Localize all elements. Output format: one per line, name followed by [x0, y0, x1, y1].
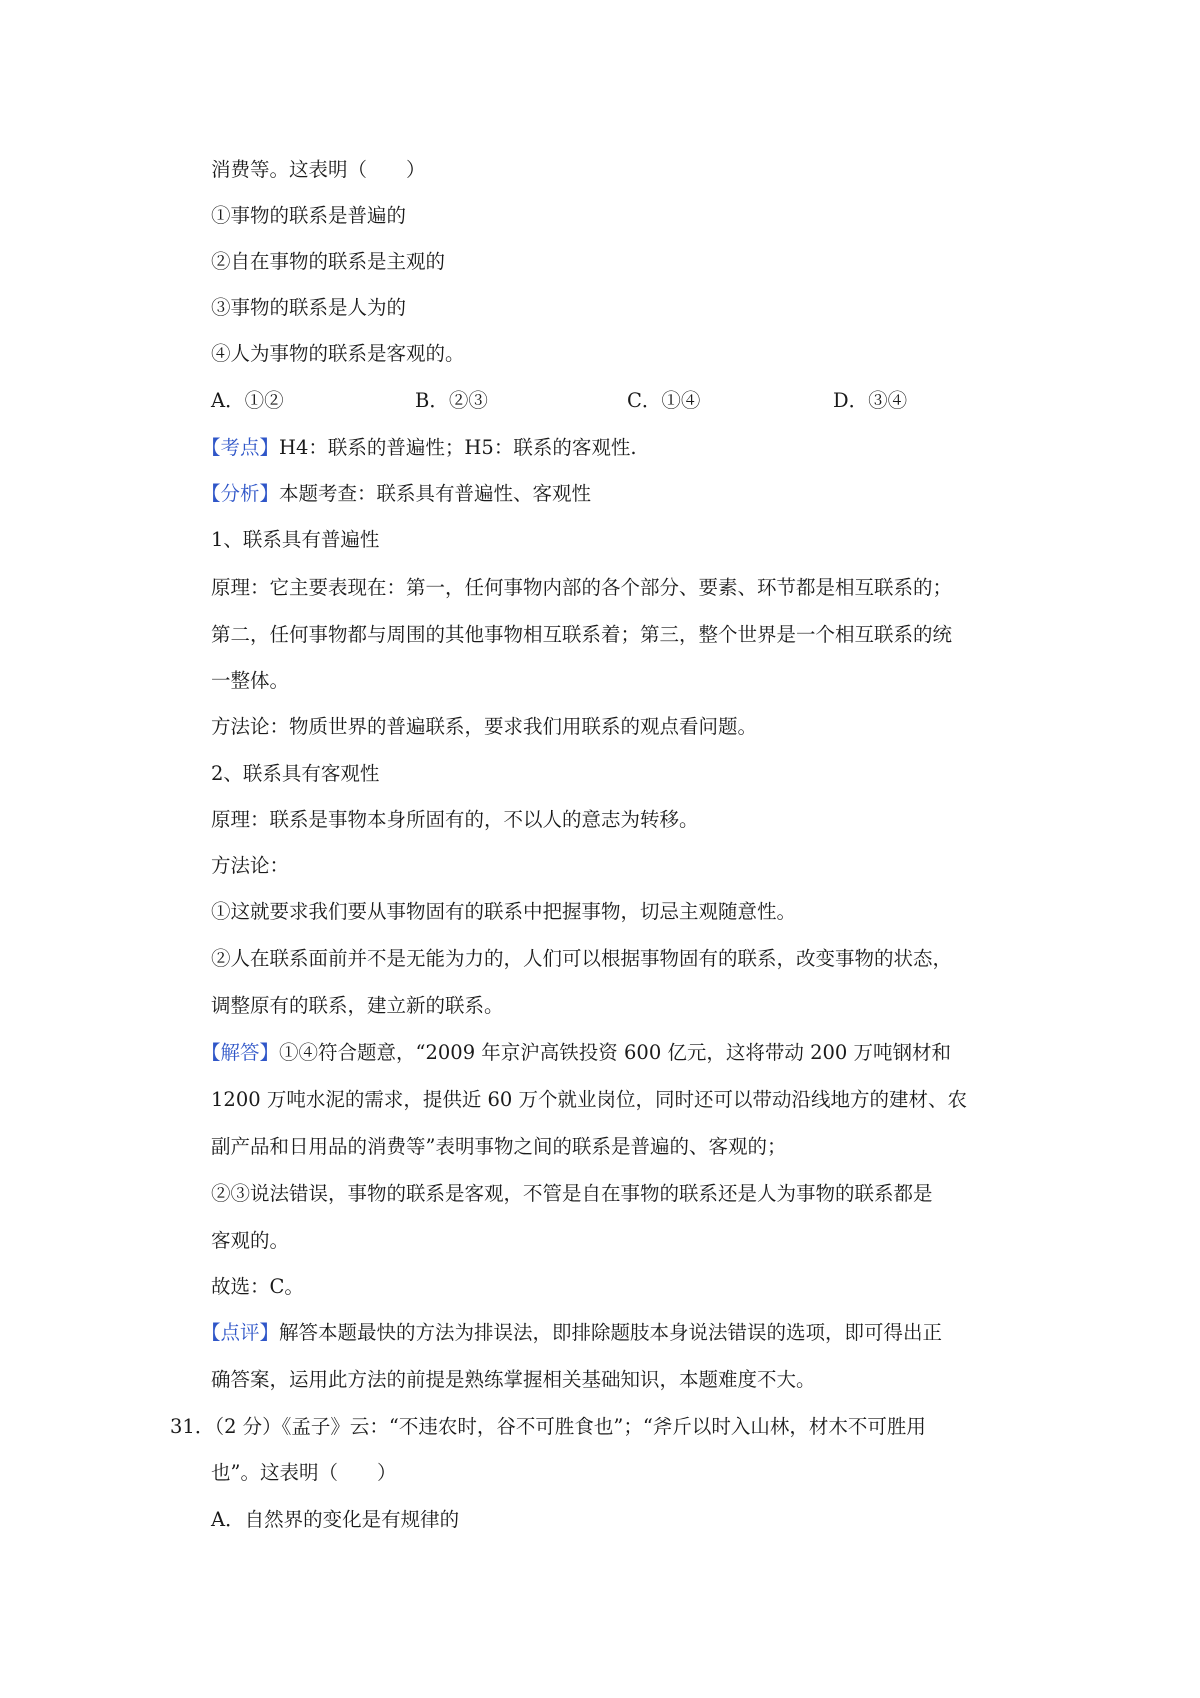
fenxi-principle-1c: 一整体。: [211, 669, 290, 692]
option-a: A．①②: [211, 389, 284, 412]
question-31-line: [170, 1413, 1040, 1441]
jieda-line-3: 副产品和日用品的消费等”表明事物之间的联系是普遍的、客观的；: [211, 1135, 787, 1158]
fenxi-method-1: 方法论：物质世界的普遍联系，要求我们用联系的观点看问题。: [211, 715, 758, 738]
kaodian-line: [201, 434, 1031, 462]
dianping-text: 解答本题最快的方法为排误法，即排除题肢本身说法错误的选项，即可得出正: [279, 1321, 943, 1344]
jieda-line: [201, 1039, 1031, 1067]
kaodian-tag: 【考点】: [201, 436, 280, 459]
fenxi-point-2: 2、联系具有客观性: [211, 762, 380, 785]
fenxi-principle-2: 原理：联系是事物本身所固有的，不以人的意志为转移。: [211, 808, 699, 831]
question-31-line-2: 也”。这表明（ ）: [211, 1461, 397, 1484]
fenxi-text: 本题考查：联系具有普遍性、客观性: [279, 482, 592, 505]
jieda-line-2: 1200 万吨水泥的需求，提供近 60 万个就业岗位，同时还可以带动沿线地方的建材、农: [211, 1088, 968, 1111]
jieda-line-5: 客观的。: [211, 1229, 290, 1252]
jieda-text: ①④符合题意，“2009 年京沪高铁投资 600 亿元，这将带动 200 万吨钢材和: [279, 1041, 952, 1064]
dianping-line-2: 确答案，运用此方法的前提是熟练掌握相关基础知识，本题难度不大。: [211, 1368, 816, 1391]
question-stem-end: 消费等。这表明（ ）: [211, 158, 426, 181]
option-d: D．③④: [833, 389, 908, 412]
statement-3: ③事物的联系是人为的: [211, 296, 407, 319]
fenxi-point-1: 1、联系具有普遍性: [211, 528, 380, 551]
jieda-tag: 【解答】: [201, 1041, 280, 1064]
fenxi-principle-1a: 原理：它主要表现在：第一，任何事物内部的各个部分、要素、环节都是相互联系的；: [211, 576, 953, 599]
jieda-line-4: ②③说法错误，事物的联系是客观，不管是自在事物的联系还是人为事物的联系都是: [211, 1182, 933, 1205]
fenxi-method-2-label: 方法论：: [211, 854, 290, 877]
kaodian-text: H4：联系的普遍性；H5：联系的客观性.: [279, 436, 637, 459]
option-b: B．②③: [415, 389, 488, 412]
fenxi-method-2-item-1: ①这就要求我们要从事物固有的联系中把握事物，切忌主观随意性。: [211, 900, 797, 923]
dianping-tag: 【点评】: [201, 1321, 280, 1344]
option-c: C．①④: [627, 389, 701, 412]
statement-4: ④人为事物的联系是客观的。: [211, 342, 465, 365]
fenxi-method-2-item-2b: 调整原有的联系，建立新的联系。: [211, 994, 504, 1017]
fenxi-tag: 【分析】: [201, 482, 280, 505]
question-31-number: 31．: [170, 1415, 215, 1438]
question-31-option-a: A．自然界的变化是有规律的: [211, 1508, 460, 1531]
jieda-answer: 故选：C。: [211, 1275, 304, 1298]
fenxi-method-2-item-2a: ②人在联系面前并不是无能为力的，人们可以根据事物固有的联系，改变事物的状态，: [211, 947, 953, 970]
question-31-text: （2 分）《孟子》云：“不违农时，谷不可胜食也”；“斧斤以时入山林，材木不可胜用: [214, 1415, 926, 1438]
fenxi-principle-1b: 第二，任何事物都与周围的其他事物相互联系着；第三，整个世界是一个相互联系的统: [211, 623, 953, 646]
dianping-line: [201, 1319, 1031, 1347]
statement-1: ①事物的联系是普遍的: [211, 204, 407, 227]
fenxi-line: [201, 480, 1031, 508]
statement-2: ②自在事物的联系是主观的: [211, 250, 446, 273]
